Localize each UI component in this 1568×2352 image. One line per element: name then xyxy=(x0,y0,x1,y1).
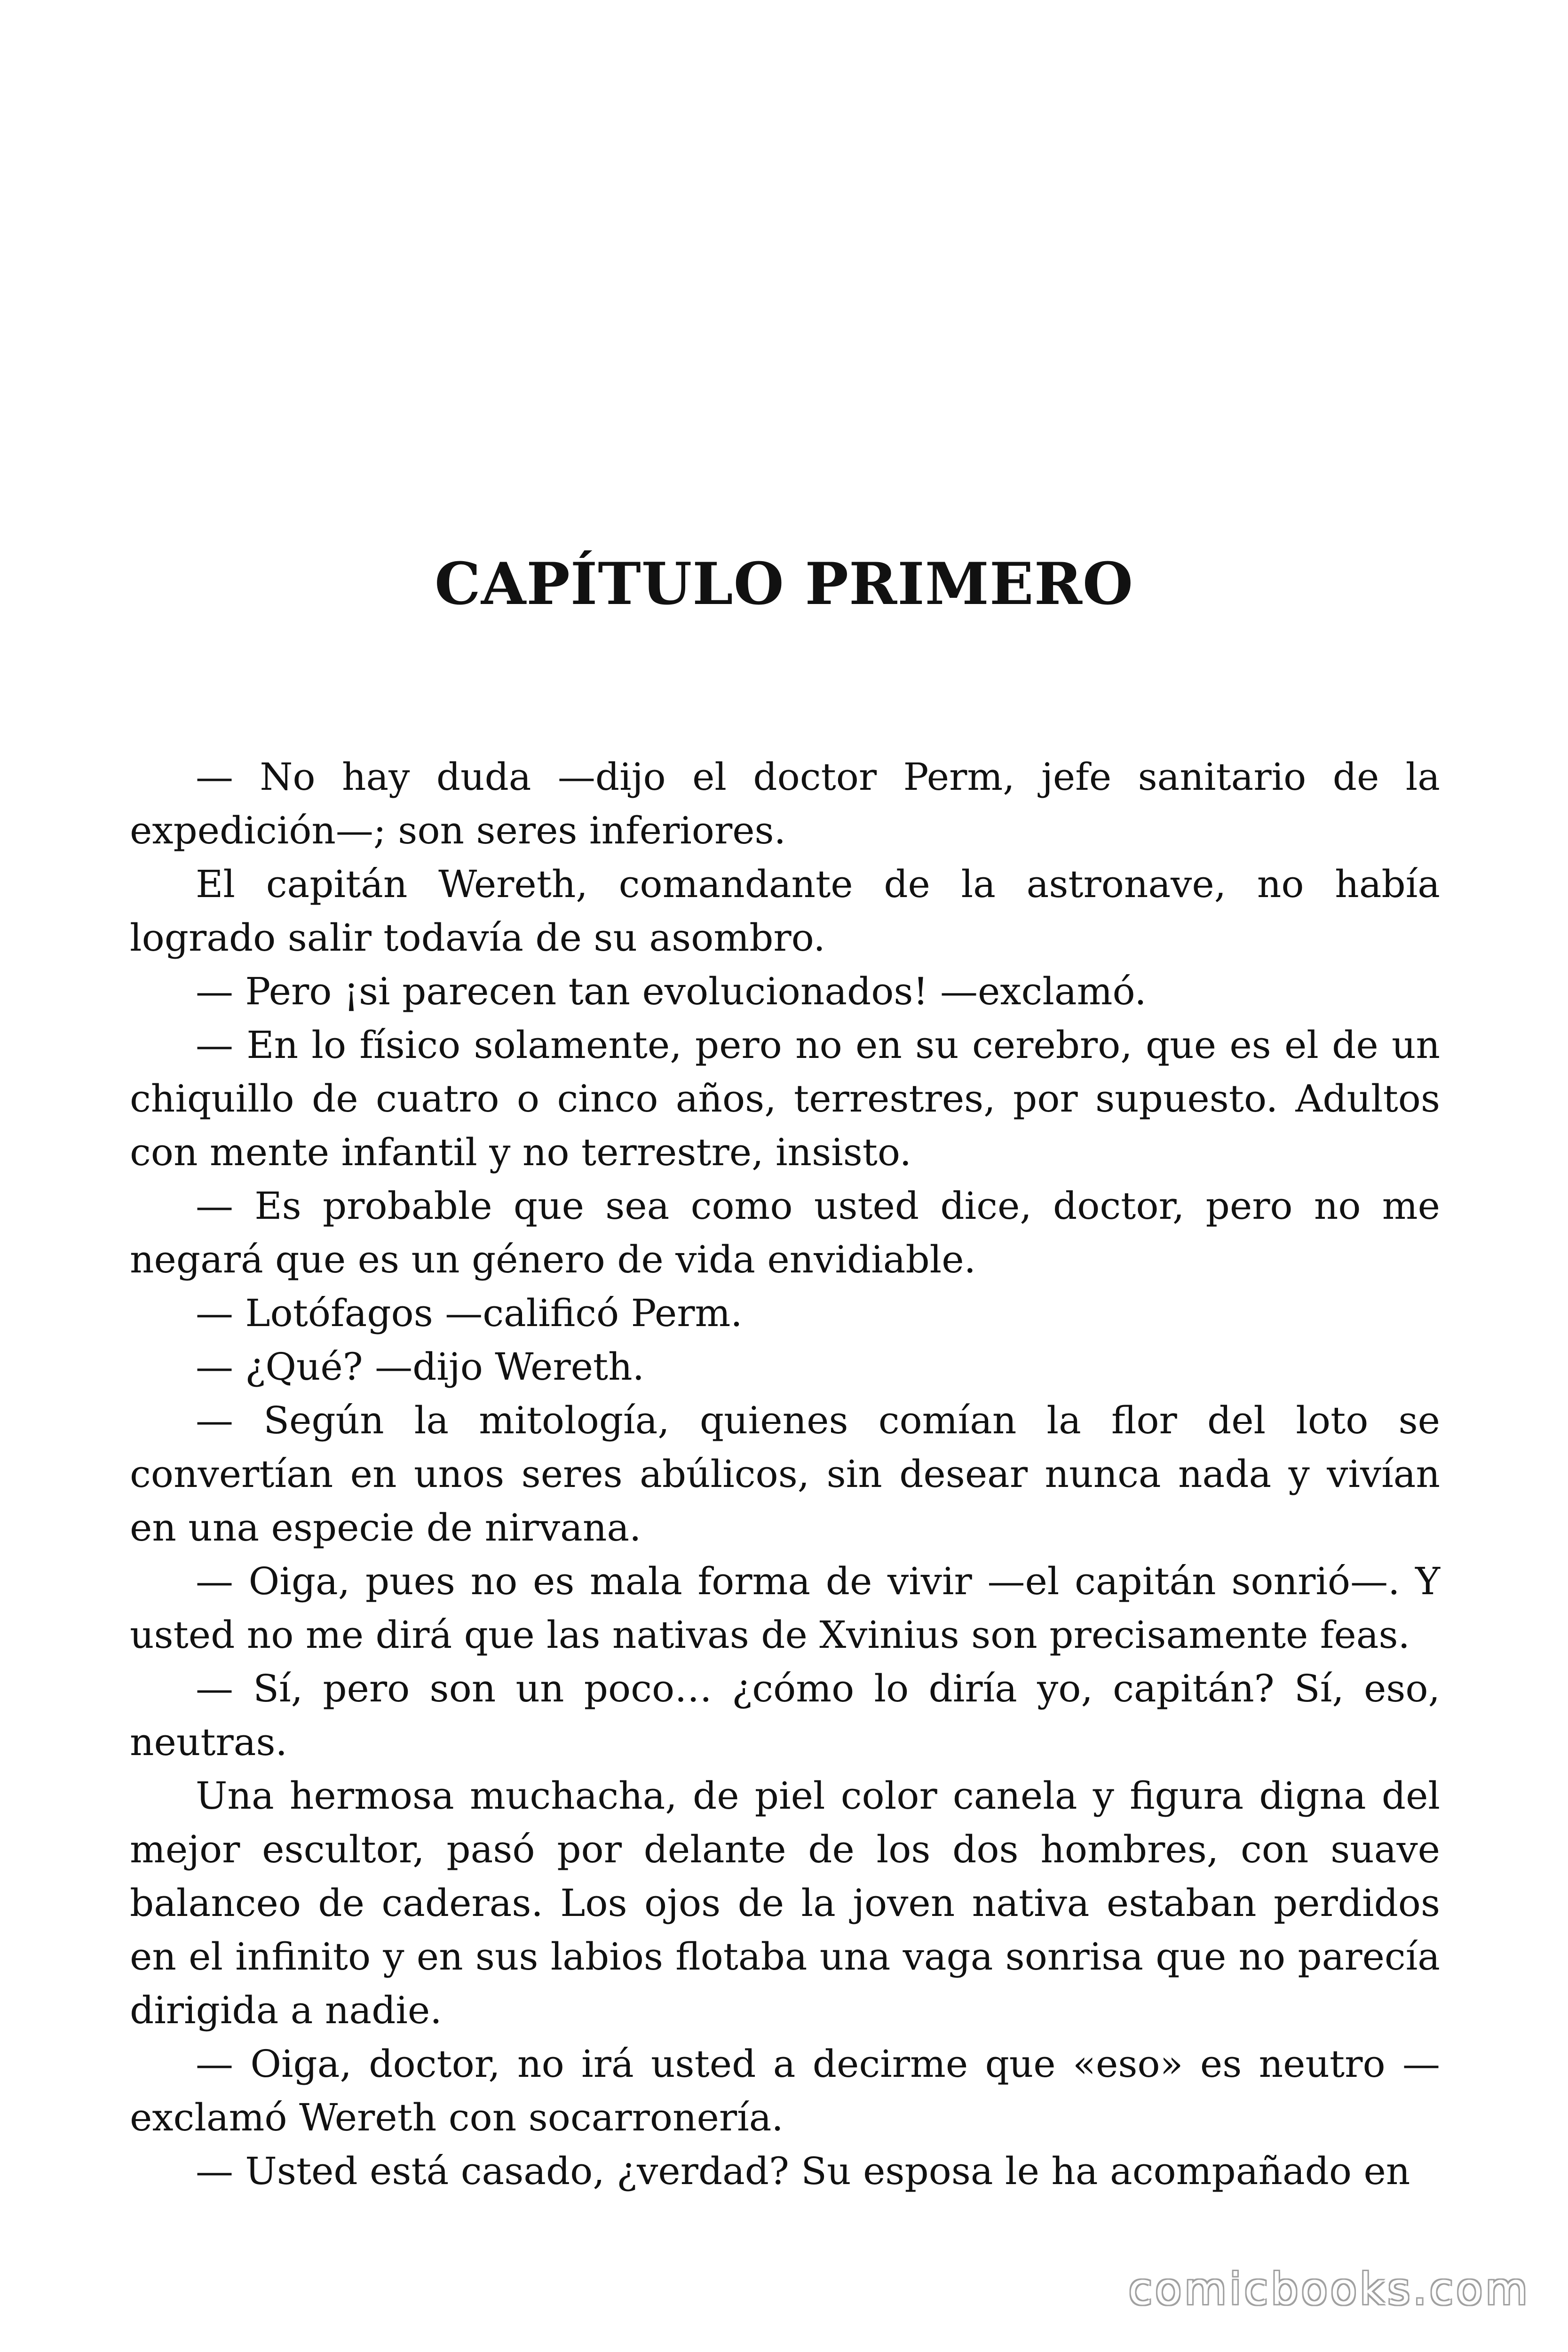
chapter-body xyxy=(130,750,1440,2198)
paragraph: — Oiga, pues no es mala forma de vivir —el capitán sonrió—. Y usted no me dirá que las nativas de Xvinius son precisamente feas. xyxy=(130,1559,1440,1657)
paragraph: — Pero ¡si parecen tan evolucionados! —exclamó. xyxy=(196,969,1147,1013)
paragraph: El capitán Wereth, comandante de la astronave, no había logrado salir todavía de su asombro. xyxy=(130,862,1440,960)
watermark-text: comicbooks.com xyxy=(1128,2264,1530,2314)
paragraph: — Lotófagos —calificó Perm. xyxy=(196,1291,743,1335)
paragraph: — Es probable que sea como usted dice, doctor, pero no me negará que es un género de vida envidiable. xyxy=(130,1184,1440,1281)
paragraph: — No hay duda —dijo el doctor Perm, jefe sanitario de la expedición—; son seres inferiores. xyxy=(130,755,1440,852)
paragraph: — Oiga, doctor, no irá usted a decirme que «eso» es neutro — exclamó Wereth con socarronería. xyxy=(130,2042,1440,2139)
paragraph: — Según la mitología, quienes comían la flor del loto se convertían en unos seres abúlicos, sin desear nunca nada y vivían en una especie de nirvana. xyxy=(130,1398,1440,1549)
paragraph: — ¿Qué? —dijo Wereth. xyxy=(196,1345,645,1389)
paragraph: Una hermosa muchacha, de piel color canela y figura digna del mejor escultor, pasó por delante de los dos hombres, con suave balanceo de caderas. Los ojos de la joven nativa estaban perdidos en el infinito y en sus labios flotaba una vaga sonrisa que no parecía dirigida a nadie. xyxy=(130,1774,1440,2032)
chapter-title: CAPÍTULO PRIMERO xyxy=(434,550,1134,618)
paragraph: — Sí, pero son un poco… ¿cómo lo diría yo, capitán? Sí, eso, neutras. xyxy=(130,1667,1440,1764)
paragraph: — En lo físico solamente, pero no en su cerebro, que es el de un chiquillo de cuatro o cinco años, terrestres, por supuesto. Adultos con mente infantil y no terrestre, insisto. xyxy=(130,1023,1440,1174)
paragraph: — Usted está casado, ¿verdad? Su esposa le ha acompañado en xyxy=(196,2149,1410,2193)
